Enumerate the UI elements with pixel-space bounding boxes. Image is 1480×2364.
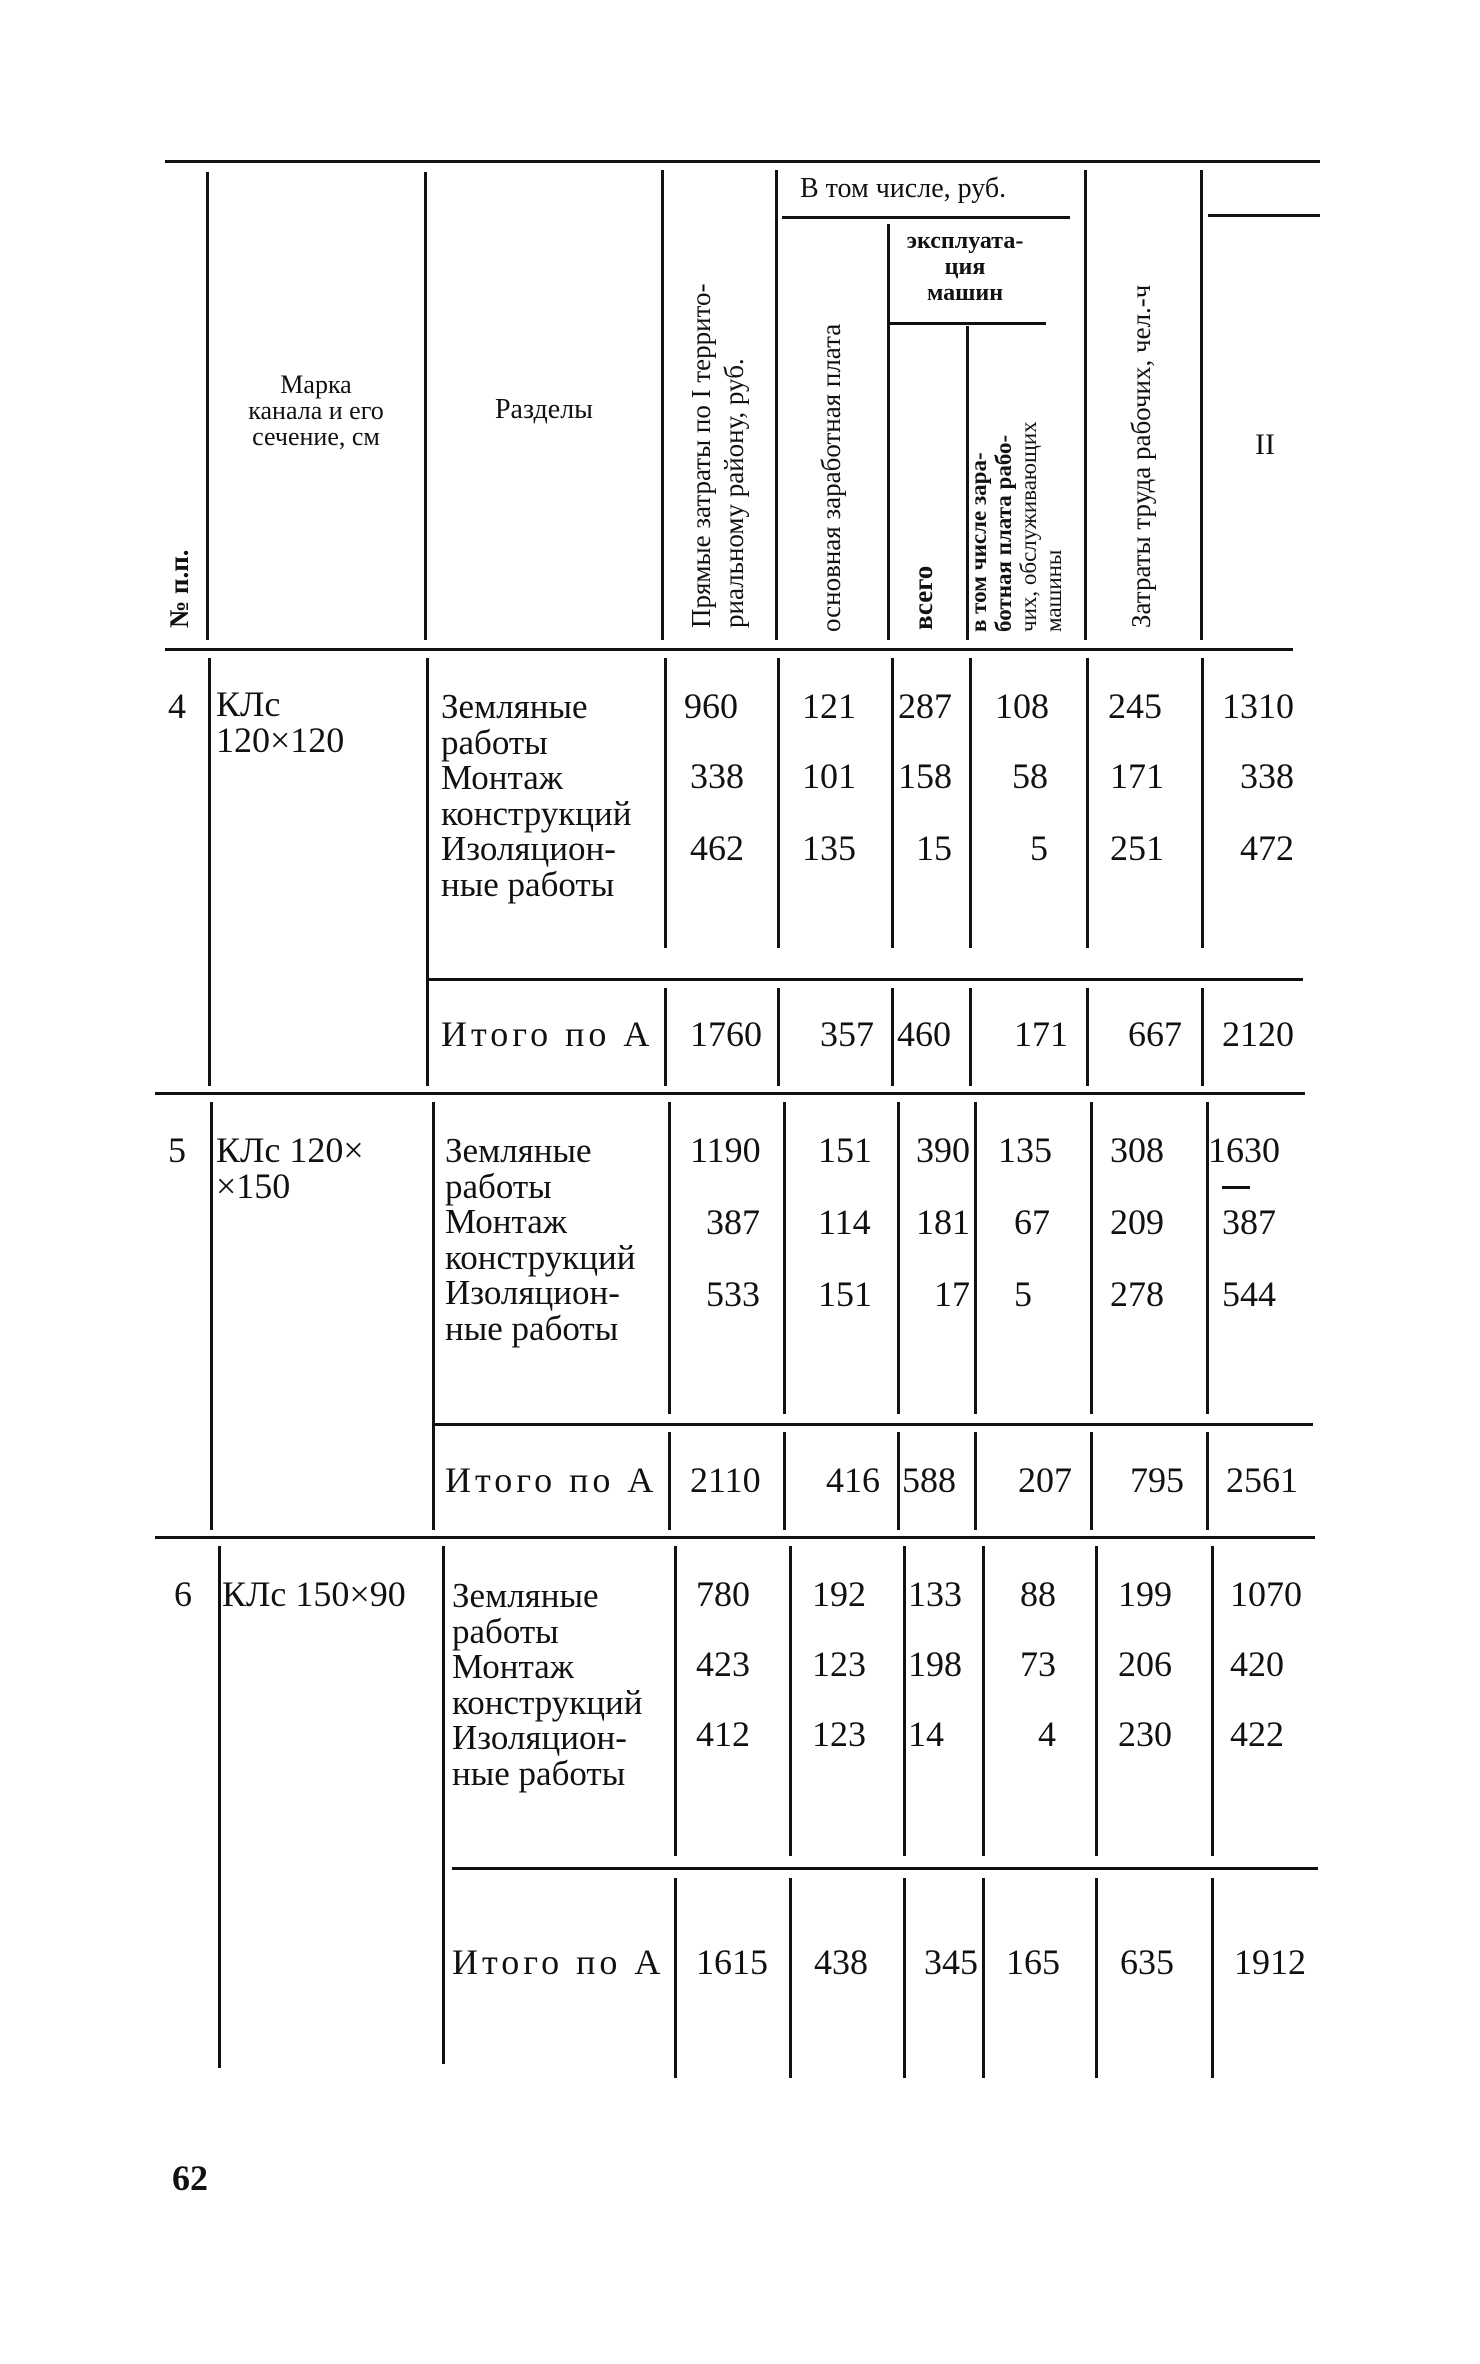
section-name <box>452 1578 599 1650</box>
machine-wage-value: 88 <box>1020 1574 1056 1614</box>
header-labor-col: Затраты труда рабочих, чел.-ч <box>1126 284 1156 628</box>
header-mark-line: Марка <box>280 370 352 399</box>
section-name-line: работы <box>452 1612 559 1651</box>
col-rule <box>1206 1432 1209 1530</box>
section-name-line: Земляные <box>445 1131 592 1170</box>
direct-costs-value: 533 <box>706 1274 760 1314</box>
machine-total-value: 198 <box>908 1644 962 1684</box>
labor-value: 308 <box>1110 1130 1164 1170</box>
base-wage-value: 101 <box>802 756 856 796</box>
col-rule <box>891 658 894 948</box>
section-name <box>452 1720 627 1792</box>
header-mark-line: канала и его <box>248 396 384 425</box>
header-direct-costs-line: риальному району, руб. <box>719 358 749 628</box>
col-rule <box>974 1102 977 1414</box>
channel-mark <box>222 1576 406 1612</box>
labor-value: 206 <box>1118 1644 1172 1684</box>
total-labor: 795 <box>1130 1460 1184 1500</box>
channel-mark-line: 120×120 <box>216 720 345 760</box>
col-rule <box>897 1432 900 1530</box>
total-region: 2561 <box>1226 1460 1298 1500</box>
total-machine-wage: 165 <box>1006 1942 1060 1982</box>
direct-costs-value: 462 <box>690 828 744 868</box>
total-direct-costs: 1760 <box>690 1014 762 1054</box>
machine-wage-value: 58 <box>1012 756 1048 796</box>
subtotal-rule <box>428 978 1303 981</box>
channel-mark-line: КЛс <box>216 684 281 724</box>
col-rule <box>969 658 972 948</box>
base-wage-value: 135 <box>802 828 856 868</box>
header-num-col: № п.п. <box>164 549 194 628</box>
col-rule <box>432 1102 435 1530</box>
machine-wage-value: 5 <box>1014 1274 1032 1314</box>
region-value: 420 <box>1230 1644 1284 1684</box>
col-rule <box>777 658 780 948</box>
region-value: 472 <box>1240 828 1294 868</box>
header-machine-total-col: всего <box>908 565 938 630</box>
machine-total-value: 390 <box>916 1130 970 1170</box>
row-number: 6 <box>174 1574 192 1614</box>
col-rule <box>775 170 778 640</box>
section-name-line: Изоляцион- <box>452 1718 627 1757</box>
total-label: Итого по А <box>452 1942 665 1982</box>
section-name-line: Монтаж <box>441 758 563 797</box>
base-wage-value: 121 <box>802 686 856 726</box>
region-header-rule <box>1208 214 1320 217</box>
col-rule <box>1200 170 1203 640</box>
total-machine-total: 345 <box>924 1942 978 1982</box>
base-wage-value: 151 <box>818 1274 872 1314</box>
col-rule <box>208 658 211 1086</box>
machine-wage-value: 5 <box>1030 828 1048 868</box>
channel-mark-line: ×150 <box>216 1166 291 1206</box>
col-rule <box>664 988 667 1086</box>
section-name <box>452 1649 642 1721</box>
header-region-col: II <box>1255 428 1275 461</box>
machine-total-value: 158 <box>898 756 952 796</box>
col-rule <box>674 1546 677 1856</box>
header-machine-line: эксплуата- <box>906 228 1024 254</box>
machine-wage-value: 73 <box>1020 1644 1056 1684</box>
region-value: 387 <box>1222 1202 1276 1242</box>
region-value: 1630 <box>1208 1130 1280 1170</box>
base-wage-value: 123 <box>812 1644 866 1684</box>
col-rule <box>897 1102 900 1414</box>
header-section-col: Разделы <box>494 394 593 425</box>
table-top-rule <box>165 160 1320 163</box>
col-rule <box>218 1546 221 2068</box>
machine-total-value: 17 <box>934 1274 970 1314</box>
direct-costs-value: 1190 <box>690 1130 761 1170</box>
channel-mark-line: КЛс 120× <box>216 1130 364 1170</box>
col-rule <box>1095 1546 1098 1856</box>
col-rule <box>426 658 429 1086</box>
header-direct-costs-line: Прямые затраты по I террито- <box>686 283 716 628</box>
col-rule <box>424 172 427 640</box>
base-wage-value: 151 <box>818 1130 872 1170</box>
region-value: 544 <box>1222 1274 1276 1314</box>
direct-costs-value: 780 <box>696 1574 750 1614</box>
region-value: 1310 <box>1222 686 1294 726</box>
section-name <box>445 1204 635 1276</box>
group-divider <box>155 1536 1315 1539</box>
labor-value: 251 <box>1110 828 1164 868</box>
machine-wage-value: 135 <box>998 1130 1052 1170</box>
total-direct-costs: 1615 <box>696 1942 768 1982</box>
section-name-line: конструкций <box>441 794 632 833</box>
col-rule <box>903 1878 906 2078</box>
channel-mark <box>216 1132 364 1204</box>
section-name-line: конструкций <box>452 1683 643 1722</box>
direct-costs-value: 412 <box>696 1714 750 1754</box>
col-rule <box>442 1546 445 2064</box>
header-machine-wage-line: ботная плата рабо- <box>991 434 1016 632</box>
subtotal-rule <box>433 1423 1313 1426</box>
section-name-line: Земляные <box>452 1576 599 1615</box>
total-region: 2120 <box>1222 1014 1294 1054</box>
section-name-line: ные работы <box>445 1309 619 1348</box>
total-base-wage: 416 <box>826 1460 880 1500</box>
machine-total-value: 14 <box>908 1714 944 1754</box>
direct-costs-value: 338 <box>690 756 744 796</box>
region-value: 1070 <box>1230 1574 1302 1614</box>
labor-value: 209 <box>1110 1202 1164 1242</box>
header-machine-line: машин <box>926 280 1004 306</box>
channel-mark <box>216 686 344 758</box>
section-name-line: ные работы <box>441 865 615 904</box>
total-machine-total: 588 <box>902 1460 956 1500</box>
total-region: 1912 <box>1234 1942 1306 1982</box>
section-name <box>441 689 588 761</box>
section-name-line: Монтаж <box>445 1202 567 1241</box>
header-machine-line: ция <box>944 254 986 280</box>
header-machine-wage-line: чих, обслуживающих <box>1016 421 1041 632</box>
col-rule <box>777 988 780 1086</box>
section-name-line: Изоляцион- <box>441 829 616 868</box>
section-name <box>441 760 631 832</box>
col-rule <box>664 658 667 948</box>
labor-value: 199 <box>1118 1574 1172 1614</box>
base-wage-value: 123 <box>812 1714 866 1754</box>
col-rule <box>903 1546 906 1856</box>
direct-costs-value: 960 <box>684 686 738 726</box>
col-rule <box>982 1546 985 1856</box>
header-including-group: В том числе, руб. <box>800 173 1007 204</box>
row-number: 5 <box>168 1130 186 1170</box>
header-bottom-rule <box>165 648 1293 651</box>
col-rule <box>1084 170 1087 640</box>
dash-mark <box>1222 1186 1250 1189</box>
section-name <box>441 831 616 903</box>
section-name-line: Монтаж <box>452 1647 574 1686</box>
section-name <box>445 1275 620 1347</box>
section-name-line: Изоляцион- <box>445 1273 620 1312</box>
col-rule <box>1086 658 1089 948</box>
machine-total-value: 133 <box>908 1574 962 1614</box>
machine-total-value: 287 <box>898 686 952 726</box>
machine-header-rule <box>888 322 1046 325</box>
col-rule <box>783 1102 786 1414</box>
machine-total-value: 181 <box>916 1202 970 1242</box>
row-number: 4 <box>168 686 186 726</box>
col-rule <box>1086 988 1089 1086</box>
header-machine-group <box>890 228 1040 306</box>
col-rule <box>206 172 209 640</box>
col-rule <box>668 1432 671 1530</box>
header-machine-wage-line: машины <box>1041 549 1066 632</box>
machine-total-value: 15 <box>916 828 952 868</box>
direct-costs-value: 423 <box>696 1644 750 1684</box>
col-rule <box>210 1102 213 1530</box>
total-label: Итого по А <box>445 1460 658 1500</box>
header-mark-line: сечение, см <box>252 422 380 451</box>
total-machine-wage: 207 <box>1018 1460 1072 1500</box>
group-divider <box>155 1092 1305 1095</box>
group-header-rule <box>782 216 1070 219</box>
channel-mark-line: КЛс 150×90 <box>222 1574 406 1614</box>
col-rule <box>1090 1102 1093 1414</box>
header-base-wage-col: основная заработная плата <box>816 323 846 632</box>
base-wage-value: 192 <box>812 1574 866 1614</box>
header-mark-col <box>212 372 420 450</box>
col-rule <box>674 1878 677 2078</box>
col-rule <box>1201 658 1204 948</box>
total-labor: 667 <box>1128 1014 1182 1054</box>
machine-wage-value: 67 <box>1014 1202 1050 1242</box>
total-machine-wage: 171 <box>1014 1014 1068 1054</box>
total-direct-costs: 2110 <box>690 1460 761 1500</box>
col-rule <box>974 1432 977 1530</box>
col-rule <box>1211 1878 1214 2078</box>
total-base-wage: 357 <box>820 1014 874 1054</box>
labor-value: 230 <box>1118 1714 1172 1754</box>
col-rule <box>982 1878 985 2078</box>
total-labor: 635 <box>1120 1942 1174 1982</box>
section-name-line: конструкций <box>445 1238 636 1277</box>
section-name-line: работы <box>445 1167 552 1206</box>
machine-wage-value: 108 <box>995 686 1049 726</box>
page-number: 62 <box>172 2158 208 2198</box>
region-value: 338 <box>1240 756 1294 796</box>
header-machine-wage-line: в том числе зара- <box>966 452 991 632</box>
total-label: Итого по А <box>441 1014 654 1054</box>
direct-costs-value: 387 <box>706 1202 760 1242</box>
col-rule <box>789 1546 792 1856</box>
col-rule <box>891 988 894 1086</box>
base-wage-value: 114 <box>818 1202 871 1242</box>
col-rule <box>969 988 972 1086</box>
section-name-line: Земляные <box>441 687 588 726</box>
col-rule <box>1201 988 1204 1086</box>
section-name-line: работы <box>441 723 548 762</box>
machine-wage-value: 4 <box>1038 1714 1056 1754</box>
region-value: 422 <box>1230 1714 1284 1754</box>
section-name <box>445 1133 592 1205</box>
col-rule <box>1095 1878 1098 2078</box>
col-rule <box>668 1102 671 1414</box>
subtotal-rule <box>452 1867 1318 1870</box>
col-rule <box>661 170 664 640</box>
total-machine-total: 460 <box>897 1014 951 1054</box>
section-name-line: ные работы <box>452 1754 626 1793</box>
labor-value: 171 <box>1110 756 1164 796</box>
labor-value: 245 <box>1108 686 1162 726</box>
col-rule <box>1090 1432 1093 1530</box>
total-base-wage: 438 <box>814 1942 868 1982</box>
col-rule <box>789 1878 792 2078</box>
labor-value: 278 <box>1110 1274 1164 1314</box>
col-rule <box>1211 1546 1214 1856</box>
col-rule <box>783 1432 786 1530</box>
